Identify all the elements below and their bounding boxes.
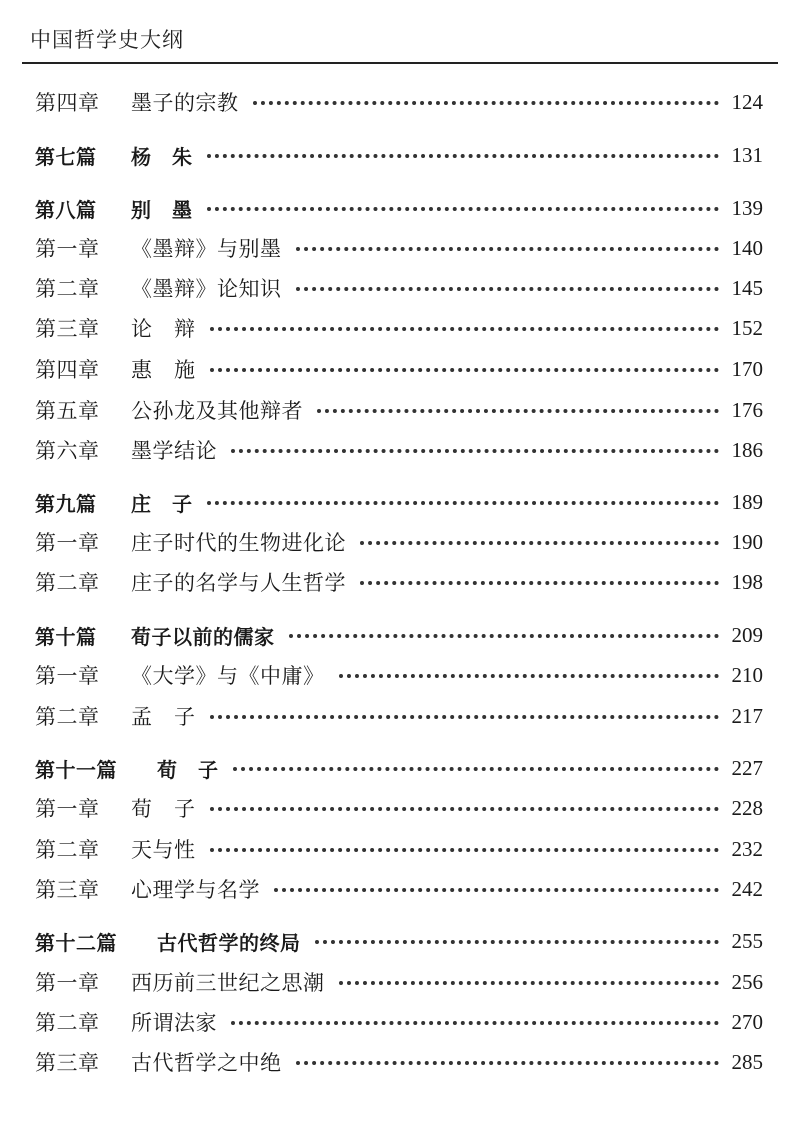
dot-leader — [289, 634, 720, 638]
entry-number: 第一章 — [35, 531, 100, 555]
toc-entry — [35, 1045, 763, 1079]
dot-leader — [253, 101, 720, 105]
dot-leader — [274, 888, 719, 892]
entry-title: 所谓法家 — [131, 1011, 217, 1035]
page-number: 198 — [731, 569, 763, 594]
dot-leader — [233, 767, 720, 771]
entry-number: 第二章 — [35, 1011, 100, 1035]
entry-number: 第一章 — [35, 664, 100, 688]
entry-number: 第十篇 — [35, 624, 97, 649]
entry-number: 第一章 — [35, 237, 100, 261]
dot-leader — [210, 848, 720, 852]
dot-leader — [207, 207, 720, 211]
dot-leader — [296, 287, 720, 291]
toc-entry — [35, 525, 763, 559]
entry-number: 第八篇 — [35, 197, 97, 222]
entry-title: 庄子时代的生物进化论 — [131, 531, 346, 555]
toc-entry — [35, 699, 763, 733]
toc-entry — [35, 271, 763, 305]
entry-number: 第四章 — [35, 91, 100, 115]
entry-number: 第二章 — [35, 277, 100, 301]
page-number: 242 — [731, 876, 763, 901]
entry-number: 第五章 — [35, 399, 100, 423]
entry-title: 论 辩 — [131, 317, 196, 341]
page-number: 152 — [731, 315, 763, 340]
page-number: 232 — [731, 836, 763, 861]
toc-entry — [35, 393, 763, 427]
entry-number: 第十一篇 — [35, 757, 117, 782]
entry-number: 第二章 — [35, 705, 100, 729]
page-number: 256 — [731, 969, 763, 994]
toc-entry — [35, 311, 763, 345]
dot-leader — [296, 1061, 720, 1065]
entry-title: 庄 子 — [131, 491, 193, 516]
entry-number: 第二章 — [35, 571, 100, 595]
entry-title: 杨 朱 — [131, 144, 193, 169]
entry-title: 《大学》与《中庸》 — [131, 664, 325, 688]
entry-number: 第十二篇 — [35, 930, 117, 955]
toc-entry — [35, 433, 763, 467]
dot-leader — [207, 154, 720, 158]
entry-title: 别 墨 — [131, 197, 193, 222]
running-header: 中国哲学史大纲 — [30, 28, 184, 52]
toc-entry-part — [35, 924, 763, 958]
dot-leader — [317, 409, 719, 413]
entry-title: 荀 子 — [131, 797, 196, 821]
toc-entry — [35, 231, 763, 265]
entry-title: 古代哲学之中绝 — [131, 1051, 282, 1075]
entry-title: 孟 子 — [131, 705, 196, 729]
toc-entry — [35, 832, 763, 866]
entry-title: 荀子以前的儒家 — [131, 624, 275, 649]
dot-leader — [210, 368, 720, 372]
dot-leader — [339, 981, 720, 985]
page-number: 228 — [731, 795, 763, 820]
toc-entry-part — [35, 751, 763, 785]
dot-leader — [210, 715, 720, 719]
toc-entry — [35, 565, 763, 599]
entry-title: 公孙龙及其他辩者 — [131, 399, 303, 423]
page-number: 189 — [731, 489, 763, 514]
dot-leader — [339, 674, 720, 678]
toc-entry — [35, 1005, 763, 1039]
entry-title: 墨学结论 — [131, 439, 217, 463]
entry-title: 《墨辩》与别墨 — [131, 237, 282, 261]
page-number: 140 — [731, 235, 763, 260]
toc-entry — [35, 352, 763, 386]
entry-number: 第九篇 — [35, 491, 97, 516]
page-number: 139 — [731, 195, 763, 220]
toc-entry-part — [35, 138, 763, 172]
page-number: 210 — [731, 662, 763, 687]
entry-number: 第三章 — [35, 1051, 100, 1075]
entry-number: 第一章 — [35, 971, 100, 995]
page-number: 170 — [731, 356, 763, 381]
page-number: 131 — [731, 142, 763, 167]
dot-leader — [210, 327, 720, 331]
dot-leader — [360, 581, 719, 585]
dot-leader — [207, 501, 720, 505]
page-number: 176 — [731, 397, 763, 422]
toc-entry — [35, 965, 763, 999]
toc-entry — [35, 85, 763, 119]
entry-number: 第二章 — [35, 838, 100, 862]
toc-entry-part — [35, 618, 763, 652]
entry-title: 《墨辩》论知识 — [131, 277, 282, 301]
entry-number: 第四章 — [35, 358, 100, 382]
page-number: 270 — [731, 1009, 763, 1034]
entry-title: 墨子的宗教 — [131, 91, 239, 115]
toc-entry-part — [35, 191, 763, 225]
toc-entry — [35, 658, 763, 692]
dot-leader — [231, 1021, 719, 1025]
dot-leader — [360, 541, 719, 545]
page-number: 124 — [731, 89, 763, 114]
entry-number: 第六章 — [35, 439, 100, 463]
entry-number: 第三章 — [35, 878, 100, 902]
entry-number: 第一章 — [35, 797, 100, 821]
entry-number: 第三章 — [35, 317, 100, 341]
entry-title: 荀 子 — [157, 757, 219, 782]
toc-entry — [35, 791, 763, 825]
toc-entry — [35, 872, 763, 906]
toc-entry-part — [35, 485, 763, 519]
entry-title: 天与性 — [131, 838, 196, 862]
entry-title: 西历前三世纪之思潮 — [131, 971, 325, 995]
page-number: 285 — [731, 1049, 763, 1074]
dot-leader — [210, 807, 720, 811]
page-number: 217 — [731, 703, 763, 728]
page-number: 209 — [731, 622, 763, 647]
dot-leader — [315, 940, 720, 944]
page-number: 227 — [731, 755, 763, 780]
page-number: 186 — [731, 437, 763, 462]
entry-title: 古代哲学的终局 — [157, 930, 301, 955]
entry-number: 第七篇 — [35, 144, 97, 169]
dot-leader — [231, 449, 719, 453]
page-number: 255 — [731, 928, 763, 953]
entry-title: 庄子的名学与人生哲学 — [131, 571, 346, 595]
page-number: 145 — [731, 275, 763, 300]
entry-title: 心理学与名学 — [131, 878, 260, 902]
dot-leader — [296, 247, 720, 251]
entry-title: 惠 施 — [131, 358, 196, 382]
page-number: 190 — [731, 529, 763, 554]
